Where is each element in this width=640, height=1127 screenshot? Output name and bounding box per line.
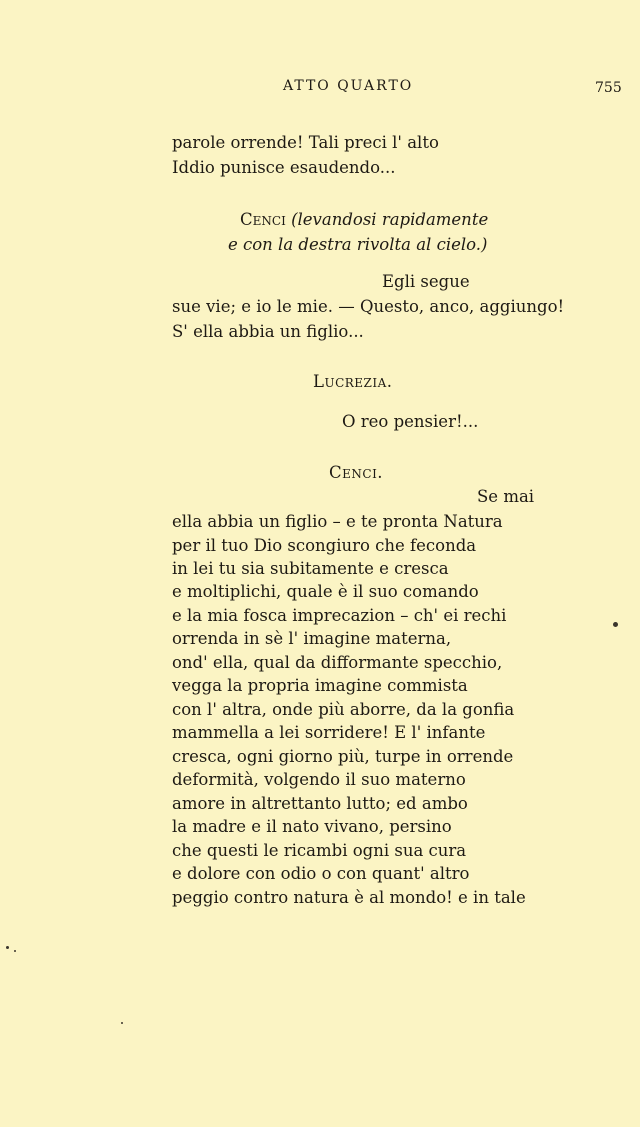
verse-line: con l' altra, onde più aborre, da la gonfia bbox=[172, 700, 515, 719]
verse-line: peggio contro natura è al mondo! e in tale bbox=[172, 888, 526, 907]
speaker-cenci-with-stage-direction bbox=[240, 209, 488, 231]
page-header bbox=[0, 78, 640, 98]
verse-line: e la mia fosca imprecazion – ch' ei rechi bbox=[172, 606, 507, 625]
ink-speck bbox=[613, 622, 618, 627]
stage-direction: (levandosi rapidamente bbox=[291, 210, 489, 229]
verse-line: parole orrende! Tali preci l' alto bbox=[172, 133, 439, 152]
speaker-name: Lucrezia. bbox=[313, 372, 393, 391]
verse-line: sue vie; e io le mie. — Questo, anco, aggiungo! bbox=[172, 297, 565, 316]
verse-line: ella abbia un figlio – e te pronta Natura bbox=[172, 512, 503, 531]
speaker-name: Cenci bbox=[240, 210, 286, 229]
speaker-name: Cenci. bbox=[329, 463, 384, 482]
ink-speck bbox=[14, 950, 16, 952]
ink-speck bbox=[6, 946, 9, 949]
verse-line: amore in altrettanto lutto; ed ambo bbox=[172, 794, 468, 813]
verse-line: O reo pensier!... bbox=[342, 412, 479, 431]
verse-line: Se mai bbox=[477, 487, 535, 506]
running-head: ATTO QUARTO bbox=[283, 78, 414, 94]
verse-line: la madre e il nato vivano, persino bbox=[172, 817, 452, 836]
verse-line: e dolore con odio o con quant' altro bbox=[172, 864, 470, 883]
verse-line: cresca, ogni giorno più, turpe in orrende bbox=[172, 747, 514, 766]
page-number: 755 bbox=[595, 80, 622, 96]
verse-line: vegga la propria imagine commista bbox=[172, 676, 468, 695]
verse-line: deformità, volgendo il suo materno bbox=[172, 770, 466, 789]
verse-line: ond' ella, qual da difformante specchio, bbox=[172, 653, 503, 672]
verse-line: mammella a lei sorridere! E l' infante bbox=[172, 723, 486, 742]
verse-line: per il tuo Dio scongiuro che feconda bbox=[172, 536, 477, 555]
verse-line: e moltiplichi, quale è il suo comando bbox=[172, 582, 479, 601]
verse-line: in lei tu sia subitamente e cresca bbox=[172, 559, 449, 578]
verse-line: orrenda in sè l' imagine materna, bbox=[172, 629, 452, 648]
verse-line: S' ella abbia un figlio... bbox=[172, 322, 364, 341]
ink-speck bbox=[121, 1022, 123, 1024]
stage-direction: e con la destra rivolta al cielo.) bbox=[228, 235, 488, 254]
verse-line: Egli segue bbox=[382, 272, 470, 291]
verse-line: Iddio punisce esaudendo... bbox=[172, 158, 396, 177]
verse-line: che questi le ricambi ogni sua cura bbox=[172, 841, 467, 860]
